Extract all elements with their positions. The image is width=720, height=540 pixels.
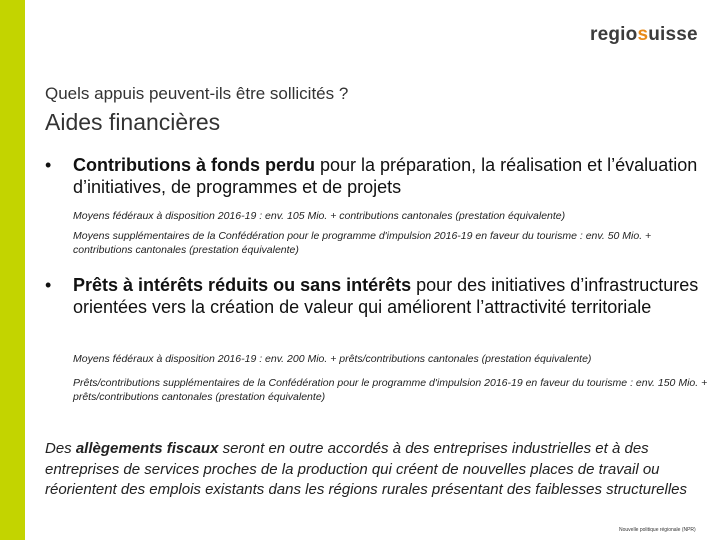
logo-suffix: uisse <box>648 24 698 45</box>
footer-caption: Nouvelle politique régionale (NPR) <box>619 527 696 533</box>
bullet-strong-text: Prêts à intérêts réduits ou sans intérêts <box>73 275 412 295</box>
closing-body-text: seront en outre accordés à des entreprises industrielles et à des entreprises de services proches de la production qui créent de nouvelles places de travail ou réorientent des emplois existants dans les régions rurales présentant des faiblesses structurelles <box>45 440 687 498</box>
logo-prefix: regio <box>590 24 638 45</box>
bullet-note: Moyens fédéraux à disposition 2016-19 : env. 105 Mio. + contributions cantonales (prestation équivalente) <box>73 210 566 222</box>
bullet-text <box>73 154 705 198</box>
logo-mark: s <box>637 24 649 45</box>
closing-paragraph <box>45 439 705 501</box>
bullet-note: Prêts/contributions supplémentaires de la Confédération pour le programme d'impulsion 2016-19 en faveur du tourisme : env. 150 Mio. + prêts/contributions cantonales (prestation équivalente) <box>73 377 708 403</box>
bullet-note: Moyens supplémentaires de la Confédération pour le programme d'impulsion 2016-19 en faveur du tourisme : env. 50 Mio. + contributions cantonales (prestation équivalente) <box>73 230 652 256</box>
accent-side-bar <box>0 0 25 540</box>
bullet-contributions <box>45 154 705 198</box>
regiosuisse-logo <box>590 24 698 46</box>
bullet-marker: • <box>45 275 52 295</box>
page-subtitle: Quels appuis peuvent-ils être sollicités ? <box>45 84 349 103</box>
bullet-note: Moyens fédéraux à disposition 2016-19 : env. 200 Mio. + prêts/contributions cantonales (prestation équivalente) <box>73 353 592 365</box>
page-title: Aides financières <box>45 109 221 135</box>
closing-prefix: Des <box>45 440 76 457</box>
bullet-marker: • <box>45 155 52 175</box>
closing-strong-text: allègements fiscaux <box>75 440 219 457</box>
bullet-text <box>73 274 705 318</box>
bullet-body-text: pour la préparation, la réalisation et l’évaluation d’initiatives, de programmes et de projets <box>73 155 698 197</box>
bullet-loans <box>45 274 705 318</box>
bullet-strong-text: Contributions à fonds perdu <box>73 155 315 175</box>
bullet-body-text: pour des initiatives d’infrastructures orientées vers la création de valeur qui améliorent l’attractivité territoriale <box>73 275 699 317</box>
